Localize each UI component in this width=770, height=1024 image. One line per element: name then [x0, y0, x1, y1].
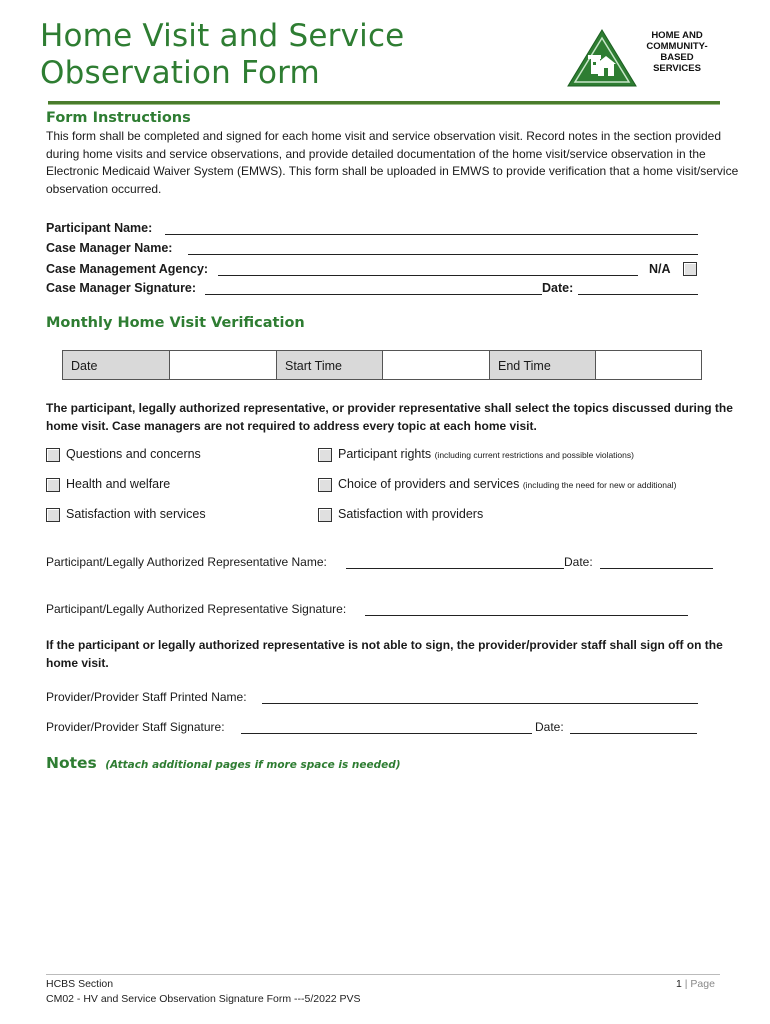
form-title: [40, 18, 404, 92]
rep-date-label: Date:: [564, 555, 593, 569]
case-manager-signature-field[interactable]: [205, 294, 542, 295]
satisfaction-providers-label: [338, 507, 483, 521]
case-manager-signature-label: Case Manager Signature:: [46, 281, 197, 295]
end-time-input-cell[interactable]: [596, 351, 701, 379]
topic-note: (including the need for new or additional): [522, 480, 677, 490]
case-manager-name-label: Case Manager Name:: [46, 241, 173, 255]
topic-label: Satisfaction with services: [66, 507, 206, 521]
questions-concerns-checkbox[interactable]: [46, 448, 60, 462]
verification-table: [62, 350, 702, 380]
header-divider-light: [48, 104, 720, 105]
participant-name-label: Participant Name:: [46, 221, 153, 235]
provider-date-label: Date:: [535, 720, 564, 734]
provider-date-field[interactable]: [570, 733, 697, 734]
notes-subheading: (Attach additional pages if more space is needed): [105, 759, 401, 771]
date-input-cell[interactable]: [170, 351, 277, 379]
choice-providers-label: [338, 477, 676, 491]
start-time-input-cell[interactable]: [383, 351, 490, 379]
choice-providers-checkbox[interactable]: [318, 478, 332, 492]
satisfaction-services-checkbox[interactable]: [46, 508, 60, 522]
topic-label: Participant rights: [338, 447, 432, 461]
rep-signature-field[interactable]: [365, 615, 688, 616]
end-time-header-cell: End Time: [490, 351, 596, 379]
logo-line: SERVICES: [653, 63, 701, 74]
logo-line: COMMUNITY-: [646, 41, 708, 52]
case-management-agency-label: Case Management Agency:: [46, 262, 209, 276]
page-num: 1: [676, 978, 682, 990]
notes-area[interactable]: [46, 782, 720, 962]
page-number: [676, 977, 715, 992]
provider-signature-field[interactable]: [241, 733, 532, 734]
topic-label: Satisfaction with providers: [338, 507, 484, 521]
instructions-body: This form shall be completed and signed for each home visit and service observation visit. Record notes in the section provided during home visits and service observations, and provide detailed documentation of the home visit/service observation in the Electronic Medicaid Waiver System (EMWS). This form shall be uploaded in EMWS to provide verification that a home visit/service observation occurred.: [46, 129, 739, 196]
footer-section: HCBS Section: [46, 978, 114, 990]
notes-heading: Notes: [46, 754, 97, 772]
logo-line: BASED: [660, 52, 694, 63]
topic-note: (including current restrictions and possible violations): [434, 450, 634, 460]
na-checkbox[interactable]: [683, 262, 697, 276]
signature-date-field[interactable]: [578, 294, 698, 295]
notes-section: [46, 754, 401, 773]
page-separator: |: [684, 978, 688, 990]
participant-rights-label: [338, 447, 634, 461]
footer-divider: [46, 974, 720, 975]
signature-date-label: Date:: [542, 281, 574, 295]
topic-label: Questions and concerns: [66, 447, 201, 461]
rep-signature-label: Participant/Legally Authorized Representative Signature:: [46, 602, 347, 616]
topics-instruction: The participant, legally authorized representative, or provider representative shall select the topics discussed during the home visit. Case managers are not required to address every topic at each home visit.: [46, 401, 733, 433]
rep-name-field[interactable]: [346, 568, 564, 569]
participant-rights-checkbox[interactable]: [318, 448, 332, 462]
rep-date-field[interactable]: [600, 568, 713, 569]
logo-text: [640, 30, 714, 74]
unable-to-sign-note: If the participant or legally authorized representative is not able to sign, the provider/provider staff shall sign off on the home visit.: [46, 638, 723, 670]
date-header-cell: Date: [63, 351, 170, 379]
na-label: N/A: [649, 262, 671, 276]
satisfaction-providers-checkbox[interactable]: [318, 508, 332, 522]
participant-name-field[interactable]: [165, 234, 698, 235]
page-label: Page: [690, 978, 715, 990]
case-manager-name-field[interactable]: [188, 254, 698, 255]
provider-signature-label: Provider/Provider Staff Signature:: [46, 720, 225, 734]
hcbs-logo: [566, 28, 716, 90]
house-triangle-icon: [566, 28, 638, 88]
start-time-header-cell: Start Time: [277, 351, 383, 379]
health-welfare-label: [66, 477, 170, 491]
health-welfare-checkbox[interactable]: [46, 478, 60, 492]
topic-label: Choice of providers and services: [338, 477, 520, 491]
provider-name-label: Provider/Provider Staff Printed Name:: [46, 690, 247, 704]
questions-concerns-label: [66, 447, 201, 461]
footer-form-id: CM02 - HV and Service Observation Signature Form ---5/2022 PVS: [46, 993, 361, 1005]
form-title-line2: Observation Form: [40, 55, 320, 91]
verification-heading: Monthly Home Visit Verification: [46, 315, 305, 331]
provider-name-field[interactable]: [262, 703, 698, 704]
logo-line: HOME AND: [651, 30, 703, 41]
topic-label: Health and welfare: [66, 477, 171, 491]
satisfaction-services-label: [66, 507, 206, 521]
case-management-agency-field[interactable]: [218, 275, 638, 276]
footer-left: [46, 977, 361, 1007]
form-title-line1: Home Visit and Service: [40, 18, 405, 54]
rep-name-label: Participant/Legally Authorized Representative Name:: [46, 555, 327, 569]
instructions-heading: Form Instructions: [46, 110, 191, 126]
